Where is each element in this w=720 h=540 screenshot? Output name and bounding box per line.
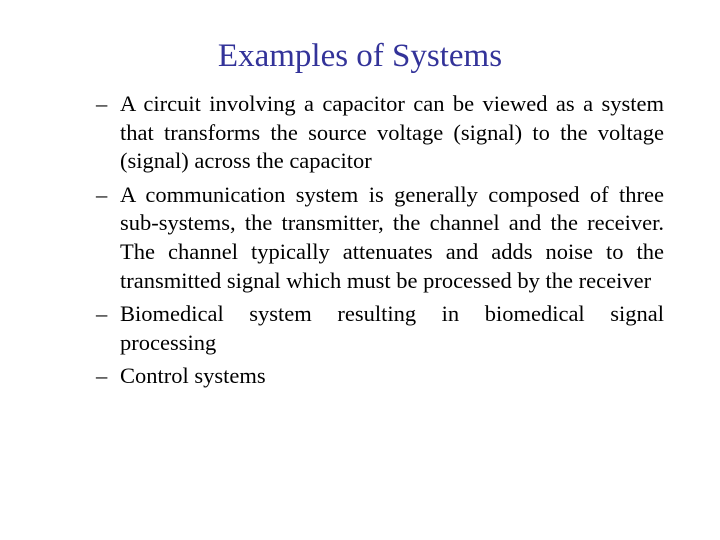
bullet-item-capacitor-circuit [96,90,664,176]
bullet-text: Biomedical system resulting in biomedical signal processing [120,301,664,355]
bullet-item-biomedical-system [96,300,664,357]
bullet-text: A communication system is generally composed of three sub-systems, the transmitter, the channel and the receiver. The channel typically attenuates and adds noise to the transmitted signal which must be processed by the receiver [120,181,664,293]
bullet-list [96,90,664,396]
dash-bullet-icon: – [96,301,108,327]
bullet-item-communication-system [96,181,664,295]
bullet-text: Control systems [120,363,266,389]
dash-bullet-icon: – [96,181,108,207]
bullet-item-control-systems [96,362,664,391]
dash-bullet-icon: – [96,363,108,389]
dash-bullet-icon: – [96,91,108,116]
slide-title: Examples of Systems [217,38,503,74]
bullet-text: A circuit involving a capacitor can be viewed as a system that transforms the source voltage (signal) to the voltage (signal) across the capacitor [120,91,664,174]
